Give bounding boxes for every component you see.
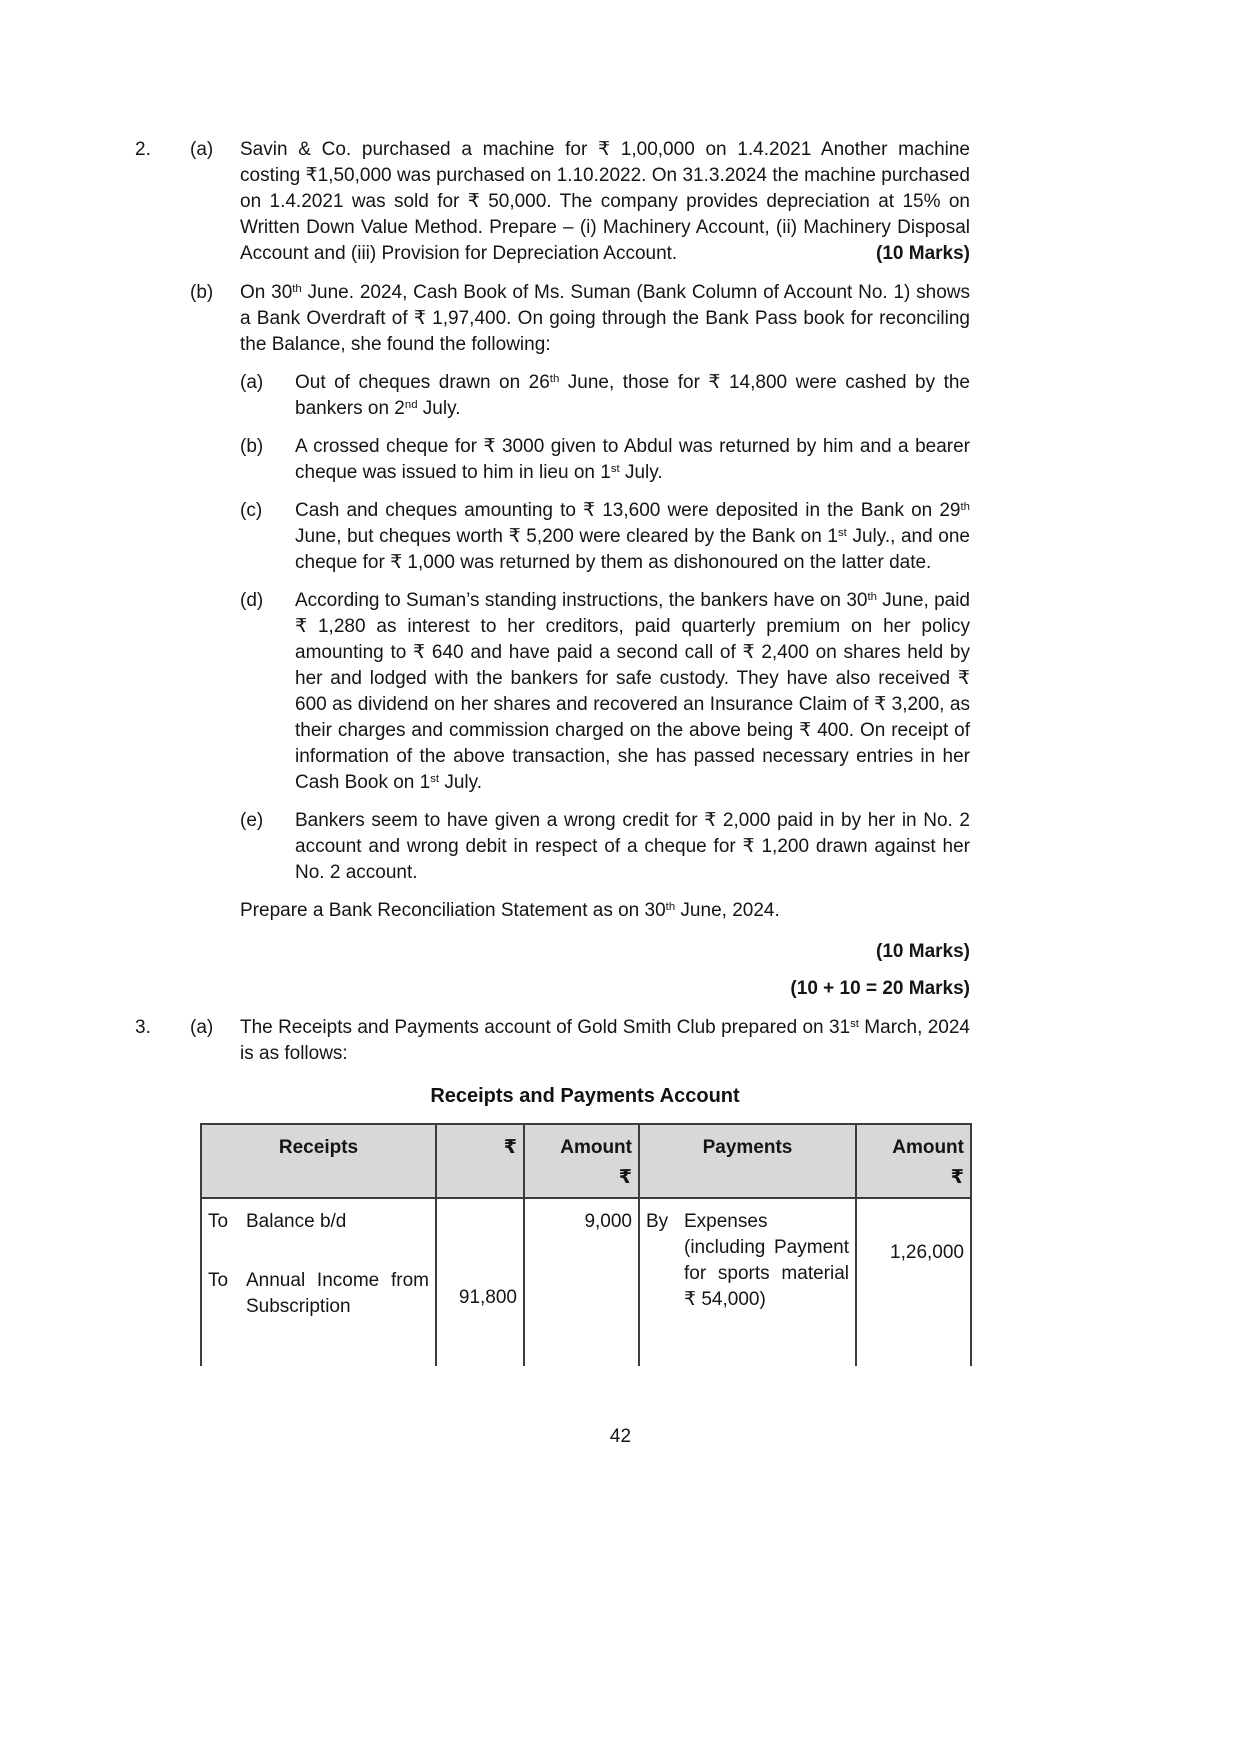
header-receipts: Receipts — [201, 1124, 436, 1198]
header-amount-line1: Amount — [560, 1137, 632, 1158]
cell-receipts — [201, 1198, 436, 1366]
list-item-b-label: (b) — [240, 436, 264, 457]
question-2b-marks: (10 Marks) — [876, 941, 970, 962]
question-2a-paragraph — [240, 137, 970, 267]
list-item-a-text: Out of cheques drawn on 26th June, those for ₹ 14,800 were cashed by the bankers on 2nd July. — [295, 372, 970, 419]
receipt-text-1: Balance b/d — [246, 1211, 347, 1232]
question-2b — [135, 280, 970, 1002]
question-2b-intro: On 30th June. 2024, Cash Book of Ms. Suman (Bank Column of Account No. 1) shows a Bank Overdraft of ₹ 1,97,400. On going through the Bank Pass book for reconciling the Balance, she found the following: — [240, 282, 970, 355]
payment-prefix-1: By — [646, 1211, 669, 1232]
list-item-e — [240, 808, 970, 886]
list-item-c-label: (c) — [240, 500, 263, 521]
list-item-d-label: (d) — [240, 590, 264, 611]
header-amount2-line2: ₹ — [950, 1167, 964, 1188]
header-rupee: ₹ — [436, 1124, 524, 1198]
question-2-number: 2. — [135, 139, 151, 160]
receipts-payments-table — [200, 1123, 972, 1366]
table-title: Receipts and Payments Account — [430, 1085, 740, 1107]
header-amount-payments — [856, 1124, 971, 1198]
payment-entry-expenses — [646, 1209, 849, 1313]
question-3a-label: (a) — [190, 1017, 214, 1038]
expenses-amount: 1,26,000 — [890, 1242, 964, 1263]
list-item-a — [240, 370, 970, 422]
header-amount-receipts — [524, 1124, 639, 1198]
list-item-d — [240, 588, 970, 796]
table-row — [201, 1198, 971, 1366]
question-3a-text: The Receipts and Payments account of Gold Smith Club prepared on 31st March, 2024 is as follows: — [240, 1017, 970, 1064]
question-2a-marks: (10 Marks) — [876, 243, 970, 264]
subscription-amount: 91,800 — [458, 1287, 517, 1308]
list-item-b-text: A crossed cheque for ₹ 3000 given to Abdul was returned by him and a bearer cheque was issued to him in lieu on 1st July. — [295, 436, 970, 483]
question-2a-label: (a) — [190, 139, 214, 160]
question-2-total-marks: (10 + 10 = 20 Marks) — [790, 978, 970, 999]
list-item-e-text: Bankers seem to have given a wrong credit for ₹ 2,000 paid in by her in No. 2 account and wrong debit in respect of a cheque for ₹ 1,200 drawn against her No. 2 account. — [295, 810, 970, 883]
receipt-entry-subscription — [208, 1268, 429, 1320]
list-item-c — [240, 498, 970, 576]
list-item-e-label: (e) — [240, 810, 264, 831]
question-2b-closing: Prepare a Bank Reconciliation Statement as on 30th June, 2024. — [240, 900, 780, 921]
payment-text-1: Expenses (including Payment for sports material ₹ 54,000) — [684, 1211, 849, 1310]
receipt-text-2: Annual Income from Subscription — [246, 1270, 429, 1317]
receipt-prefix-1: To — [208, 1211, 229, 1232]
receipts-payments-section — [200, 1083, 970, 1366]
list-item-a-label: (a) — [240, 372, 264, 393]
list-item-c-text: Cash and cheques amounting to ₹ 13,600 were deposited in the Bank on 29th June, but cheques worth ₹ 5,200 were cleared by the Bank on 1st July., and one cheque for ₹ 1,000 was returned by them as dishonoured on the latter date. — [295, 500, 970, 573]
question-3a — [135, 1015, 970, 1067]
header-amount2-line1: Amount — [892, 1137, 964, 1158]
cell-payments-amount — [856, 1198, 971, 1366]
question-2b-body — [240, 280, 970, 1002]
list-item-d-text: According to Suman’s standing instructions, the bankers have on 30th June, paid ₹ 1,280 as interest to her creditors, paid quarterly premium on her policy amounting to ₹ 640 and have paid a second call of ₹ 2,400 on shares held by her and lodged with the bankers for safe custody. They have also received ₹ 600 as dividend on her shares and recovered an Insurance Claim of ₹ 3,200, as their charges and commission charged on the above being ₹ 400. On receipt of information of the above transaction, she has passed necessary entries in her Cash Book on 1st July. — [295, 590, 970, 793]
page-number: 42 — [609, 1426, 632, 1447]
cell-rupee-value — [436, 1198, 524, 1366]
header-amount-line2: ₹ — [618, 1167, 632, 1188]
question-2b-label: (b) — [190, 282, 214, 303]
table-header-row — [201, 1124, 971, 1198]
header-payments: Payments — [639, 1124, 856, 1198]
question-2a — [135, 137, 970, 267]
question-3-number: 3. — [135, 1017, 151, 1038]
cell-receipts-amount — [524, 1198, 639, 1366]
cell-payments — [639, 1198, 856, 1366]
list-item-b — [240, 434, 970, 486]
receipt-prefix-2: To — [208, 1270, 229, 1291]
balance-amount: 9,000 — [584, 1211, 632, 1232]
question-2a-text: Savin & Co. purchased a machine for ₹ 1,00,000 on 1.4.2021 Another machine costing ₹1,50,000 was purchased on 1.10.2022. On 31.3.2024 the machine purchased on 1.4.2021 was sold for ₹ 50,000. The company provides depreciation at 15% on Written Down Value Method. Prepare – (i) Machinery Account, (ii) Machinery Disposal Account and (iii) Provision for Depreciation Account. — [240, 139, 970, 264]
receipt-entry-balance — [208, 1209, 429, 1235]
